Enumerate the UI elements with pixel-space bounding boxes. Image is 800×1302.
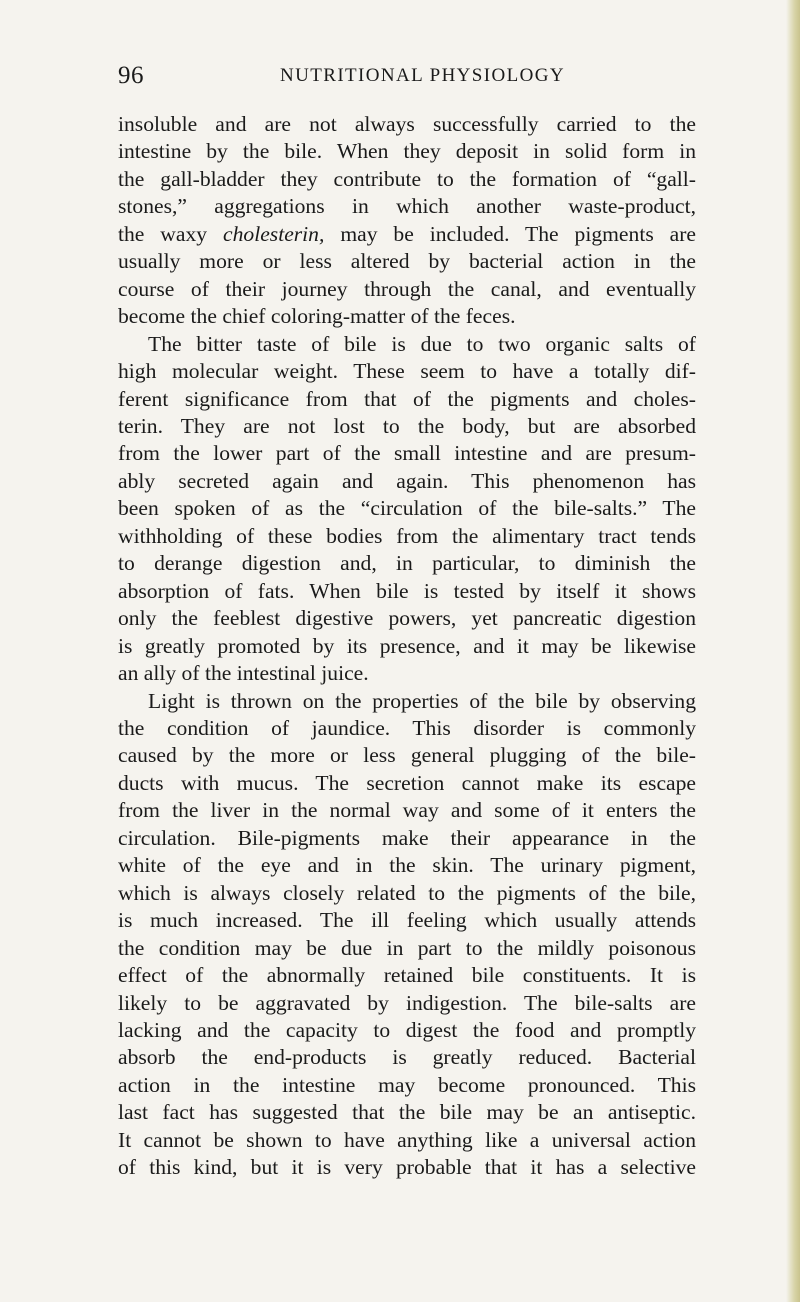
- text-line: It cannot be shown to have anything like a universal action: [118, 1127, 696, 1152]
- text-line: from the lower part of the small intestine and are presum-: [118, 441, 696, 466]
- text-line: terin. They are not lost to the body, but are absorbed: [118, 413, 696, 438]
- page-number: 96: [118, 62, 144, 89]
- text-line: is greatly promoted by its presence, and it may be likewise: [118, 633, 696, 658]
- text-line: stones,” aggregations in which another waste-product,: [118, 194, 696, 219]
- text-segment: the waxy: [118, 221, 224, 246]
- text-line: an ally of the intestinal juice.: [118, 661, 369, 686]
- text-line: course of their journey through the canal, and eventually: [118, 276, 696, 301]
- text-line: withholding of these bodies from the alimentary tract tends: [118, 523, 696, 548]
- text-line: absorb the end-products is greatly reduced. Bacterial: [118, 1045, 696, 1070]
- text-line: ducts with mucus. The secretion cannot make its escape: [118, 770, 696, 795]
- text-line: the condition of jaundice. This disorder is commonly: [118, 715, 696, 740]
- paragraph-3: [118, 688, 696, 1182]
- text-line: to derange digestion and, in particular, to diminish the: [118, 551, 696, 576]
- text-line: absorption of fats. When bile is tested by itself it shows: [118, 578, 696, 603]
- text-line-with-italic: [118, 221, 696, 248]
- body-text: [118, 111, 696, 1182]
- italic-term: cholesterin,: [223, 221, 325, 246]
- text-segment: may be included. The pigments are: [324, 221, 697, 246]
- text-line: caused by the more or less general plugging of the bile-: [118, 743, 696, 768]
- text-line: usually more or less altered by bacterial action in the: [118, 249, 696, 274]
- text-line: The bitter taste of bile is due to two organic salts of: [148, 331, 696, 356]
- text-line: likely to be aggravated by indigestion. The bile-salts are: [118, 990, 696, 1015]
- text-line: which is always closely related to the pigments of the bile,: [118, 880, 696, 905]
- text-line: insoluble and are not always successfully carried to the: [118, 112, 696, 136]
- running-head: NUTRITIONAL PHYSIOLOGY: [280, 65, 565, 86]
- page-header: [118, 62, 698, 102]
- text-line: action in the intestine may become pronounced. This: [118, 1072, 696, 1097]
- text-line: is much increased. The ill feeling which usually attends: [118, 908, 696, 933]
- text-line: ably secreted again and again. This phenomenon has: [118, 468, 696, 493]
- text-line: white of the eye and in the skin. The urinary pigment,: [118, 853, 696, 878]
- text-line: lacking and the capacity to digest the food and promptly: [118, 1017, 696, 1042]
- page-edge: [786, 0, 800, 1302]
- text-line: intestine by the bile. When they deposit in solid form in: [118, 139, 696, 164]
- text-line: last fact has suggested that the bile may be an antiseptic.: [118, 1100, 696, 1125]
- text-line: of this kind, but it is very probable that it has a selective: [118, 1155, 696, 1180]
- text-line: high molecular weight. These seem to have a totally dif-: [118, 359, 696, 384]
- text-line: been spoken of as the “circulation of the bile-salts.” The: [118, 496, 696, 521]
- paragraph-1: [118, 111, 696, 331]
- text-line: circulation. Bile-pigments make their appearance in the: [118, 825, 696, 850]
- text-line: ferent significance from that of the pigments and choles-: [118, 386, 696, 411]
- text-line: Light is thrown on the properties of the bile by observing: [148, 688, 696, 713]
- text-line: from the liver in the normal way and some of it enters the: [118, 798, 696, 823]
- paragraph-2: [118, 331, 696, 688]
- text-line: the condition may be due in part to the mildly poisonous: [118, 935, 696, 960]
- text-line: effect of the abnormally retained bile constituents. It is: [118, 963, 696, 988]
- text-line: become the chief coloring-matter of the feces.: [118, 304, 516, 329]
- text-line: the gall-bladder they contribute to the formation of “gall-: [118, 166, 696, 191]
- text-line: only the feeblest digestive powers, yet pancreatic digestion: [118, 606, 696, 631]
